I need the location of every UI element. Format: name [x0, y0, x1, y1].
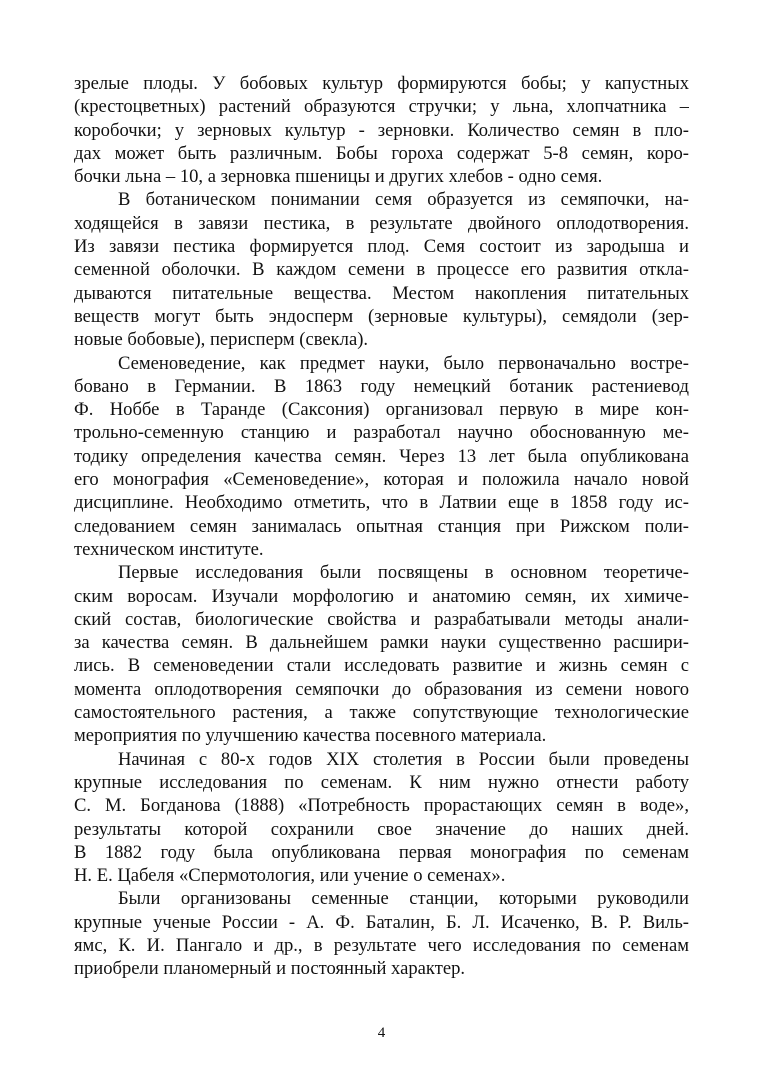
- text-line: бочки льна – 10, а зерновка пшеницы и других хлебов - одно семя.: [74, 166, 603, 188]
- text-line: новые бобовые), перисперм (свекла).: [74, 329, 369, 351]
- text-line: ямс, К. И. Пангало и др., в результате чего исследования по семенам: [74, 934, 689, 956]
- text-line: следованием семян занималась опытная станция при Рижском поли-: [74, 515, 689, 537]
- text-line: Н. Е. Цабеля «Спермотология, или учение о семенах».: [74, 865, 506, 887]
- text-line: результаты которой сохранили свое значение до наших дней.: [74, 818, 689, 840]
- text-line: момента оплодотворения семяпочки до образования из семени нового: [74, 678, 689, 700]
- text-line: веществ могут быть эндосперм (зерновые культуры), семядоли (зер-: [74, 305, 689, 327]
- paragraph-4: [74, 561, 689, 747]
- text-line: (крестоцветных) растений образуются стручки; у льна, хлопчатника –: [74, 96, 689, 118]
- paragraph-6: [74, 887, 689, 980]
- text-line: дах может быть различным. Бобы гороха содержат 5-8 семян, коро-: [74, 142, 689, 164]
- text-line: ским воросам. Изучали морфологию и анатомию семян, их химиче-: [74, 585, 689, 607]
- text-line: коробочки; у зерновых культур - зерновки. Количество семян в пло-: [74, 119, 689, 141]
- paragraph-3: [74, 352, 689, 562]
- text-line: крупные ученые России - А. Ф. Баталин, Б. Л. Исаченко, В. Р. Виль-: [74, 911, 689, 933]
- text-line: зрелые плоды. У бобовых культур формируются бобы; у капустных: [74, 73, 689, 94]
- text-line: Были организованы семенные станции, которыми руководили: [118, 888, 689, 910]
- text-line: его монография «Семеноведение», которая и положила начало новой: [74, 469, 689, 491]
- paragraph-5: [74, 748, 689, 888]
- document-body: [74, 72, 689, 981]
- text-line: семенной оболочки. В каждом семени в процессе его развития откла-: [74, 259, 689, 281]
- text-line: В 1882 году была опубликована первая монография по семенам: [74, 841, 689, 863]
- text-line: самостоятельного растения, а также сопутствующие технологические: [74, 702, 689, 724]
- text-line: дываются питательные вещества. Местом накопления питательных: [74, 282, 689, 304]
- text-line: дисциплине. Необходимо отметить, что в Латвии еще в 1858 году ис-: [74, 492, 689, 514]
- text-line: Первые исследования были посвящены в основном теоретиче-: [118, 562, 689, 584]
- page-number: 4: [377, 1025, 386, 1041]
- text-line: трольно-семенную станцию и разработал научно обоснованную ме-: [74, 422, 689, 444]
- text-line: ходящейся в завязи пестика, в результате двойного оплодотворения.: [74, 212, 689, 234]
- text-line: за качества семян. В дальнейшем рамки науки существенно расшири-: [74, 632, 689, 654]
- text-line: Ф. Ноббе в Таранде (Саксония) организовал первую в мире кон-: [74, 399, 689, 421]
- paragraph-1: [74, 72, 689, 188]
- text-line: крупные исследования по семенам. К ним нужно отнести работу: [74, 771, 689, 793]
- text-line: Из завязи пестика формируется плод. Семя состоит из зародыша и: [74, 236, 689, 258]
- text-line: Семеноведение, как предмет науки, было первоначально востре-: [118, 352, 689, 374]
- paragraph-2: [74, 188, 689, 351]
- text-line: тодику определения качества семян. Через 13 лет была опубликована: [74, 445, 689, 467]
- text-line: приобрели планомерный и постоянный характер.: [74, 958, 466, 980]
- text-line: Начиная с 80-х годов XIX столетия в России были проведены: [118, 748, 689, 770]
- text-line: лись. В семеноведении стали исследовать развитие и жизнь семян с: [74, 655, 689, 677]
- text-line: ский состав, биологические свойства и разрабатывали методы анали-: [74, 608, 689, 630]
- text-line: В ботаническом понимании семя образуется из семяпочки, на-: [118, 189, 689, 211]
- text-line: мероприятия по улучшению качества посевного материала.: [74, 725, 547, 747]
- text-line: бовано в Германии. В 1863 году немецкий ботаник растениевод: [74, 375, 689, 397]
- text-line: техническом институте.: [74, 538, 264, 560]
- text-line: С. М. Богданова (1888) «Потребность прорастающих семян в воде»,: [74, 795, 689, 817]
